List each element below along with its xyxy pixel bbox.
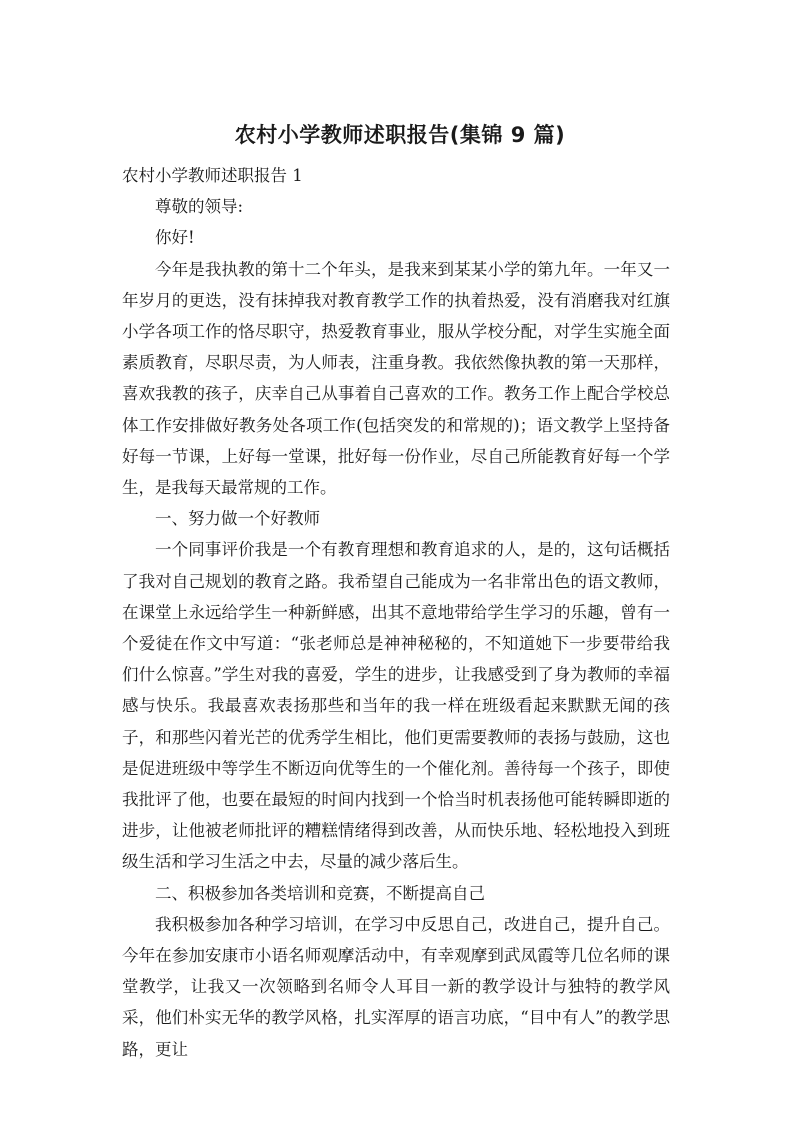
paragraph-intro: 今年是我执教的第十二个年头，是我来到某某小学的第九年。一年又一年岁月的更迭，没有抹掉我对教育教学工作的执着热爱，没有消磨我对红旗小学各项工作的恪尽职守，热爱教育事业，服从学校分配，对学生实施全面素质教育，尽职尽责，为人师表，注重身教。我依然像执教的第一天那样，喜欢我教的孩子，庆幸自己从事着自己喜欢的工作。教务工作上配合学校总体工作安排做好教务处各项工作(包括突发的和常规的)；语文教学上坚持备好每一节课，上好每一堂课，批好每一份作业，尽自己所能教育好每一个学生，是我每天最常规的工作。	[122, 259, 670, 498]
paragraph-2: 我积极参加各种学习培训，在学习中反思自己，改进自己，提升自己。今年在参加安康市小语名师观摩活动中，有幸观摩到武凤霞等几位名师的课堂教学，让我又一次领略到名师令人耳目一新的教学设计与独特的教学风采，他们朴实无华的教学风格，扎实浑厚的语言功底，“目中有人”的教学思路，更让	[122, 914, 670, 1059]
document-body	[122, 160, 670, 1065]
greeting: 你好!	[155, 228, 195, 248]
document-title: 农村小学教师述职报告(集锦 9 篇)	[234, 123, 566, 147]
section-heading: 农村小学教师述职报告 1	[122, 166, 303, 185]
subheading-1: 一、努力做一个好教师	[155, 509, 320, 529]
salutation: 尊敬的领导:	[155, 197, 244, 217]
paragraph-1: 一个同事评价我是一个有教育理想和教育追求的人，是的，这句话概括了我对自己规划的教育之路。我希望自己能成为一名非常出色的语文教师，在课堂上永远给学生一种新鲜感，出其不意地带给学生学习的乐趣，曾有一个爱徒在作文中写道：“张老师总是神神秘秘的，不知道她下一步要带给我们什么惊喜。”学生对我的喜爱，学生的进步，让我感受到了身为教师的幸福感与快乐。我最喜欢表扬那些和当年的我一样在班级看起来默默无闻的孩子，和那些闪着光芒的优秀学生相比，他们更需要教师的表扬与鼓励，这也是促进班级中等学生不断迈向优等生的一个催化剂。善待每一个孩子，即使我批评了他，也要在最短的时间内找到一个恰当时机表扬他可能转瞬即逝的进步，让他被老师批评的糟糕情绪得到改善，从而快乐地、轻松地投入到班级生活和学习生活之中去，尽量的减少落后生。	[122, 540, 670, 872]
subheading-2: 二、积极参加各类培训和竞赛，不断提高自己	[155, 883, 485, 903]
